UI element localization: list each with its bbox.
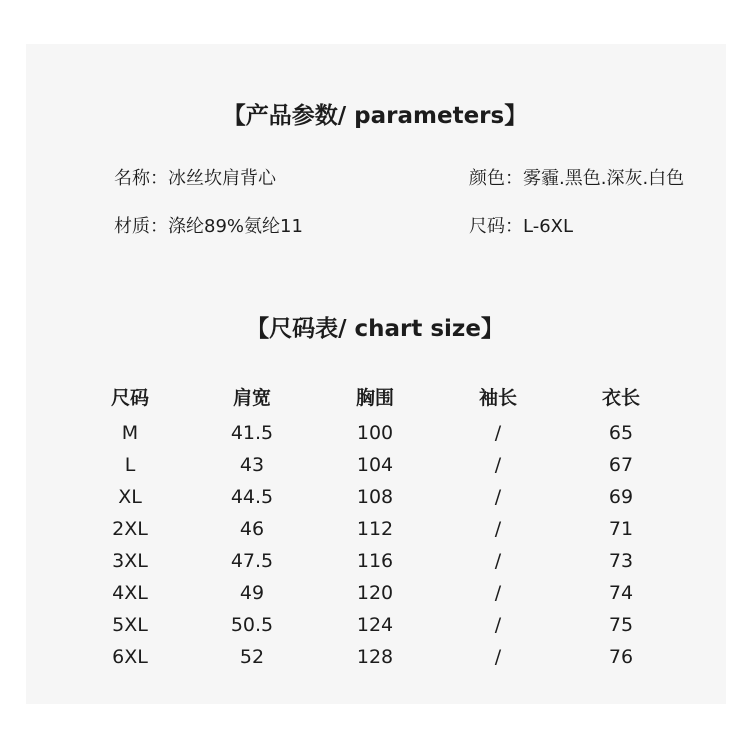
cell-size: 5XL — [112, 614, 148, 636]
cell-shoulder: 52 — [239, 646, 265, 668]
cell-sleeve: / — [494, 550, 502, 572]
cell-sleeve: / — [494, 518, 502, 540]
cell-length: 67 — [608, 454, 634, 476]
cell-chest: 100 — [356, 422, 394, 444]
size-table — [0, 384, 750, 675]
header-chest: 胸围 — [355, 387, 394, 409]
table-row — [0, 643, 750, 675]
cell-chest: 108 — [356, 486, 394, 508]
table-row — [0, 579, 750, 611]
cell-shoulder: 49 — [239, 582, 265, 604]
cell-chest: 120 — [356, 582, 394, 604]
cell-length: 75 — [608, 614, 634, 636]
header-size: 尺码 — [110, 387, 149, 409]
cell-sleeve: / — [494, 486, 502, 508]
cell-size: 3XL — [112, 550, 148, 572]
product-colors: 颜色：雾霾.黑色.深灰.白色 — [469, 168, 685, 189]
parameters-title: 【产品参数/ parameters】 — [222, 103, 528, 129]
cell-shoulder: 43 — [239, 454, 265, 476]
table-row — [0, 547, 750, 579]
cell-shoulder: 46 — [239, 518, 265, 540]
cell-length: 76 — [608, 646, 634, 668]
cell-length: 73 — [608, 550, 634, 572]
cell-sleeve: / — [494, 582, 502, 604]
table-row — [0, 419, 750, 451]
cell-size: 6XL — [112, 646, 148, 668]
cell-shoulder: 41.5 — [230, 422, 274, 444]
header-length: 衣长 — [601, 387, 640, 409]
cell-shoulder: 50.5 — [230, 614, 274, 636]
cell-chest: 104 — [356, 454, 394, 476]
cell-shoulder: 44.5 — [230, 486, 274, 508]
cell-sleeve: / — [494, 422, 502, 444]
cell-length: 69 — [608, 486, 634, 508]
size-chart-title: 【尺码表/ chart size】 — [246, 316, 504, 342]
product-material: 材质：涤纶89%氨纶11 — [114, 216, 303, 237]
table-row — [0, 515, 750, 547]
table-header-row — [0, 384, 750, 419]
cell-size: 4XL — [112, 582, 148, 604]
cell-sleeve: / — [494, 454, 502, 476]
product-name: 名称：冰丝坎肩背心 — [114, 168, 276, 189]
cell-sleeve: / — [494, 646, 502, 668]
cell-length: 74 — [608, 582, 634, 604]
cell-chest: 128 — [356, 646, 394, 668]
table-row — [0, 483, 750, 515]
table-row — [0, 611, 750, 643]
cell-chest: 112 — [356, 518, 394, 540]
header-sleeve: 袖长 — [478, 387, 517, 409]
cell-shoulder: 47.5 — [230, 550, 274, 572]
cell-size: L — [124, 454, 136, 476]
table-row — [0, 451, 750, 483]
cell-length: 65 — [608, 422, 634, 444]
cell-length: 71 — [608, 518, 634, 540]
header-shoulder: 肩宽 — [232, 387, 271, 409]
cell-sleeve: / — [494, 614, 502, 636]
cell-size: M — [121, 422, 139, 444]
cell-chest: 116 — [356, 550, 394, 572]
cell-size: 2XL — [112, 518, 148, 540]
product-size-range: 尺码：L-6XL — [469, 216, 574, 237]
cell-size: XL — [118, 486, 142, 508]
cell-chest: 124 — [356, 614, 394, 636]
